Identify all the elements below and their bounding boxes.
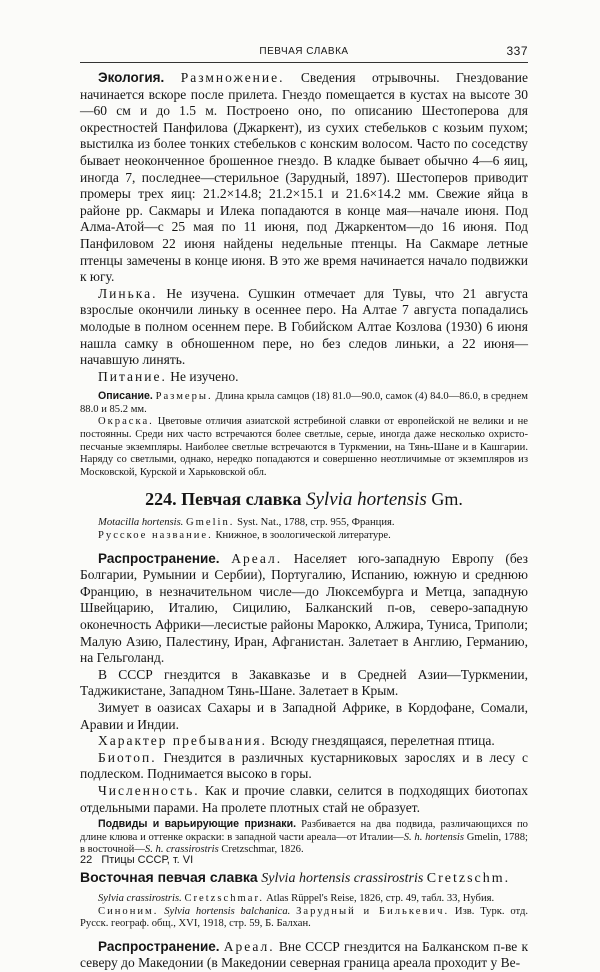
syn1-text: Atlas Rüppel's Reise, 1826, стр. 49, табл. 33, Нубия. (266, 892, 495, 904)
subspecies-text-c: Cretzschmar, 1826. (221, 844, 304, 856)
syn2-text: Изв. Турк. отд. Русск. географ. общ., XVI, 1918, стр. 59, Б. Балхан. (80, 905, 529, 930)
description-color (80, 416, 528, 479)
winter-paragraph: Зимует в оазисах Сахары и в Западной Африке, в Кордофане, Сомали, Аравии и Индии. (80, 699, 528, 732)
number-paragraph (80, 783, 528, 816)
stay-text: Всюду гнездящаяся, перелетная птица. (270, 733, 495, 749)
syn-author: Gmelin. (186, 517, 235, 529)
eastern-dist-term: Ареал. (223, 938, 275, 954)
area-term: Ареал. (231, 550, 283, 566)
number-text: Как и прочие славки, селится в подходящих биотопах отдельными парами. На пролете плотных стай не образует. (80, 782, 528, 815)
distribution-area (80, 551, 528, 667)
signature-number: 22 (80, 854, 93, 866)
moult-term: Линька. (98, 285, 158, 301)
page-body (80, 70, 528, 972)
subspecies-label: Подвиды и варьирующие признаки. (98, 818, 297, 831)
stay-term: Характер пребывания. (98, 733, 268, 749)
repro-text: Сведения отрывочны. Гнездование начинается вскоре после прилета. Гнездо помещается в кустах на высоте 30—60 см и до 1.5 м. Построено оно, по описанию Шестоперова для окрестностей Панфилова (Джаркент), из сухих стебельков с козьим пухом; выстилка из более тонких стебельков с конским волосом. Часто по соседству бывает неоконченное брошенное гнездо. В кладке бывает обычно 4—6 яиц, иногда 7, последнее—стерильное (Зарудный, 1897). Шестоперов приводит промеры трех яиц: 21.2×14.8; 21.2×15.1 и 21.6×14.2 мм. Свежие яйца в районе рр. Сакмары и Илека попадаются в конце мая—начале июня. Под Алма-Атой—с 25 мая по 11 июня, под Джаркентом—до 16 июня. Под Панфиловом 22 июня найдены недельные птенцы. На Сакмаре летные птенцы замечены в конце июня. В это же время начинается начало подвижки к югу. (80, 70, 528, 285)
stay-paragraph (80, 733, 528, 750)
species-number-title: 224. Певчая славка (145, 489, 302, 510)
page-number: 337 (506, 44, 528, 58)
species-heading (80, 489, 528, 511)
eastern-dist-label: Распространение. (98, 938, 220, 954)
size-text: Длина крыла самцов (18) 81.0—90.0, самок (4) 84.0—86.0, в среднем 88.0 и 85.2 мм. (80, 391, 528, 415)
species-synonym (80, 517, 528, 530)
eastern-synonym-2 (80, 906, 528, 931)
eastern-distribution (80, 939, 528, 972)
syn2-term: Синоним. (98, 905, 159, 917)
syn2-authors: Зарудный и Билькевич. (296, 905, 450, 917)
syn1-author: Cretzschmar. (184, 892, 265, 904)
moult-text: Не изучена. Сушкин отмечает для Тувы, что 21 августа взрослые окончили линьку в осеннее перо. На Алтае 7 августа попадались молодые в полном осеннем пере. В Гобийском Алтае Козлова (1930) 6 июня нашла самку в обношенном пере, но без следов линьки, а 22 июня—начавшую линять. (80, 285, 529, 368)
food-paragraph (80, 369, 528, 386)
ussr-paragraph: В СССР гнездится в Закавказье и в Средней Азии—Туркмении, Таджикистане, Западном Тянь-Шане. Залетает в Крым. (80, 666, 528, 699)
biotope-paragraph (80, 750, 528, 783)
biotope-text: Гнездится в различных кустарниковых зарослях и в лесу с подлеском. Поднимается высоко в горы. (80, 749, 529, 782)
description-label: Описание. (98, 390, 153, 403)
description-size (80, 390, 528, 416)
subspecies-latin-b: S. h. crassirostris (144, 844, 219, 856)
russian-name (80, 530, 528, 543)
ecology-label: Экология. (98, 70, 165, 85)
eastern-synonym-1 (80, 893, 528, 906)
running-header (80, 44, 528, 63)
eastern-author: Cretzschm. (426, 870, 511, 886)
color-term: Окраска. (98, 416, 154, 428)
moult-paragraph (80, 286, 528, 369)
rus-text: Книжное, в зоологической литературе. (215, 530, 391, 542)
syn1-latin: Sylvia crassirostris. (98, 892, 182, 904)
subspecies-paragraph (80, 818, 528, 857)
eastern-title: Восточная певчая славка (80, 868, 258, 885)
syn-latin: Motacilla hortensis. (98, 517, 184, 529)
eastern-latin: Sylvia hortensis crassirostris (261, 870, 424, 886)
rus-term: Русское название. (98, 530, 213, 542)
syn2-latin: Sylvia hortensis balchanica. (164, 905, 291, 917)
species-author: Gm. (431, 489, 463, 510)
eastern-heading (80, 869, 528, 887)
ecology-paragraph (80, 70, 528, 286)
repro-term: Размножение. (180, 70, 285, 85)
size-term: Размеры. (155, 391, 213, 403)
syn-text: Syst. Nat., 1788, стр. 955, Франция. (237, 517, 395, 529)
color-text: Цветовые отличия азиатской ястребиной славки от европейской не велики и не постоянны. Среди них часто встречаются более светлые, серые, иногда даже несколько охристо-песчаные экземпляры. Наиболее светлые встречаются в Туркмении, на Тянь-Шане и в Кашгарии. Наряду со светлыми, однако, нередко попадаются и совершенно неотличимые от экземпляров из Московской, Курской и Харьковской обл. (80, 416, 528, 478)
area-text: Населяет юго-западную Европу (без Болгарии, Румынии и Сербии), Португалию, Испанию, южную и среднюю Францию, в незначительном числе—до Люксембурга и Метца, западную Швейцарию, Италию, Сицилию, Балканский п-ов, северо-западную оконечность Африки—лесистые районы Марокко, Алжира, Туниса, Триполи; Малую Азию, Палестину, Иран, Афганистан. Залетает в Англию, Германию, на Гельголанд. (80, 550, 529, 666)
subspecies-latin-a: S. h. hortensis (403, 831, 464, 843)
eastern-dist-text: Вне СССР гнездится на Балканском п-ве к северу до Македонии (в Македонии северная граница ареала проходит у Ве- (80, 938, 529, 971)
food-term: Питание. (98, 368, 167, 384)
subspecies-text-a: Разбивается на два подвида, различающихся по длине клюва и оттенке окраски: в западной части ареала—от Италии— (80, 819, 528, 843)
food-text: Не изучено. (170, 368, 239, 384)
page-footer (80, 854, 199, 866)
number-term: Численность. (98, 782, 200, 798)
footer-text: Птицы СССР, т. VI (101, 854, 194, 866)
biotope-term: Биотоп. (98, 749, 157, 765)
distribution-label: Распространение. (98, 550, 220, 566)
subspecies-text-b: Gmelin, 1788; в восточной— (80, 831, 528, 856)
species-latin: Sylvia hortensis (305, 489, 427, 511)
running-title: ПЕВЧАЯ СЛАВКА (259, 46, 349, 57)
